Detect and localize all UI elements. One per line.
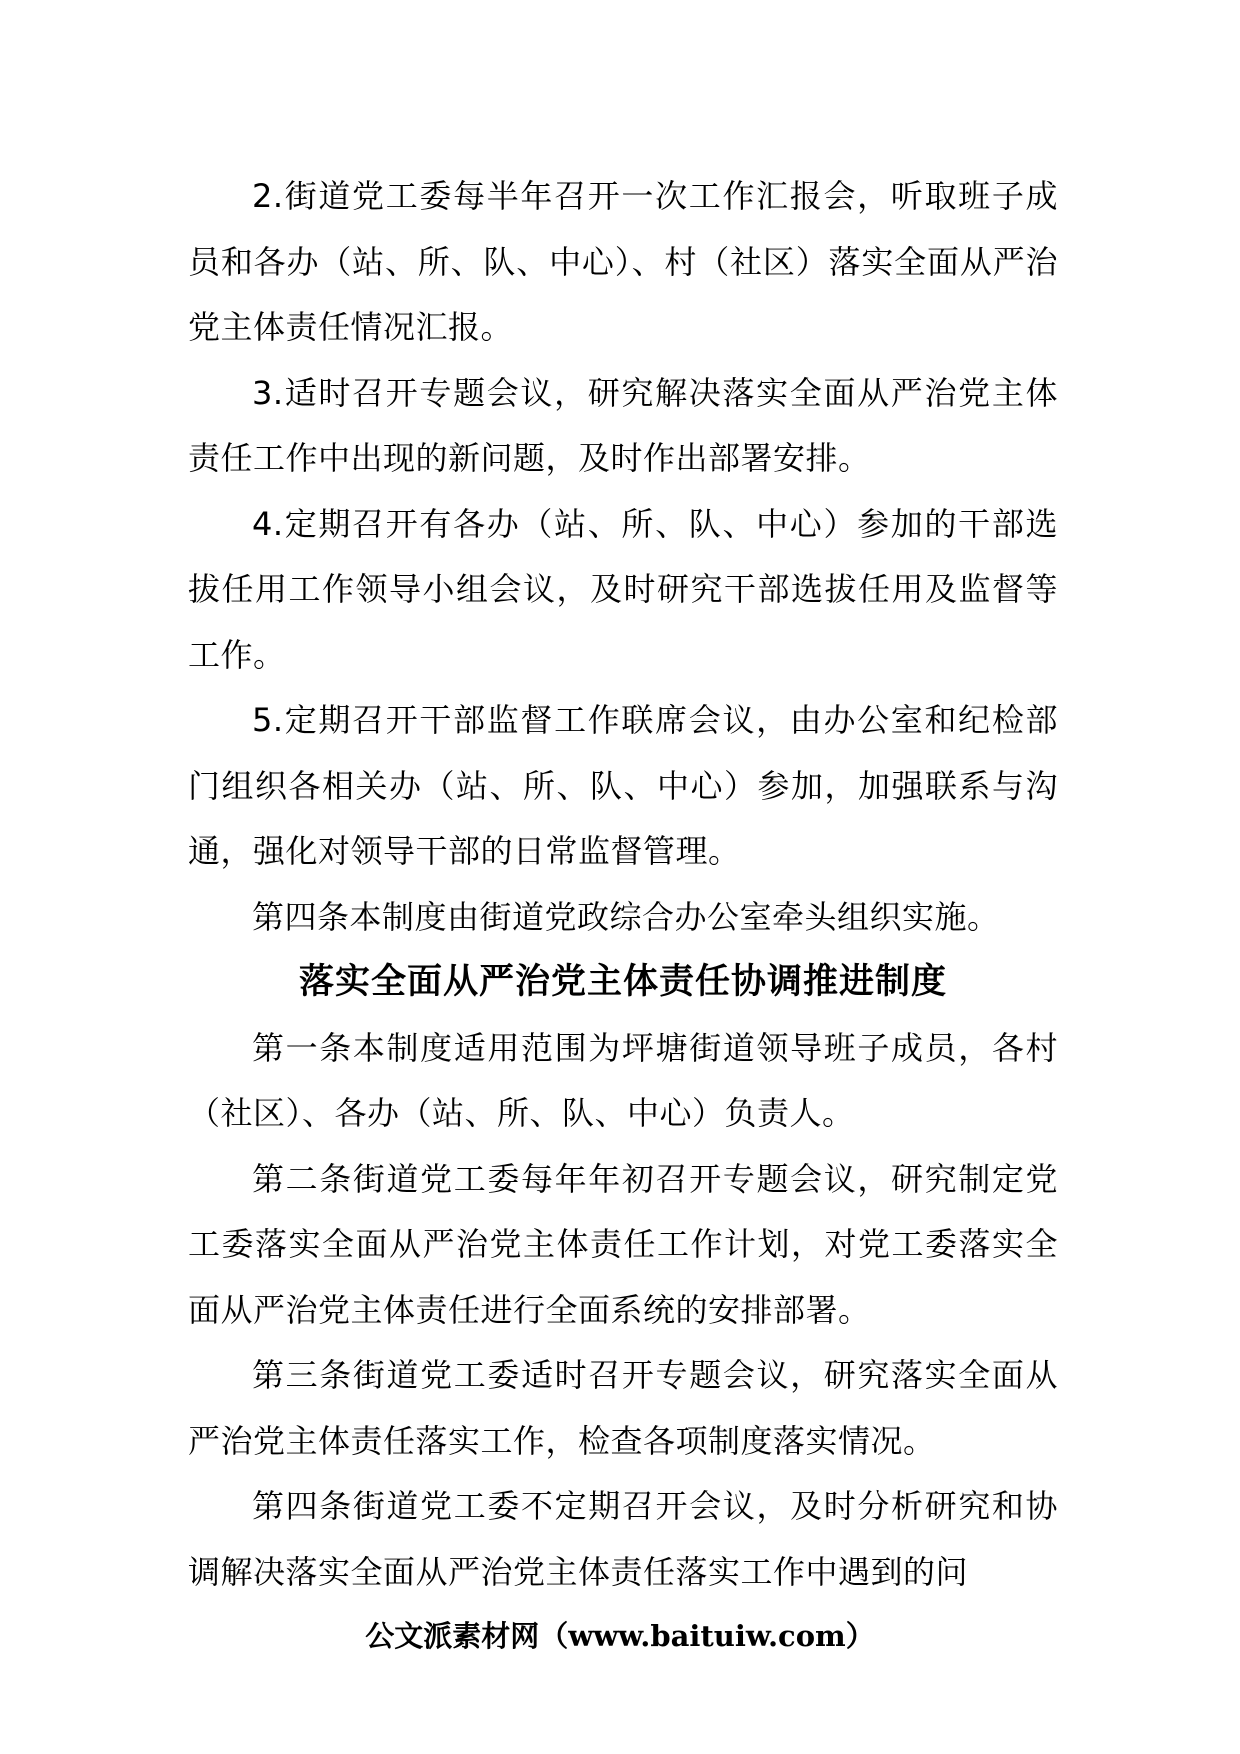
section-title: 落实全面从严治党主体责任协调推进制度 <box>298 962 947 1002</box>
paragraph-article-3: 第三条街道党工委适时召开专题会议，研究落实全面从严治党主体责任落实工作，检查各项制度落实情况。 <box>188 1356 1058 1460</box>
paragraph-article-1: 第一条本制度适用范围为坪塘街道领导班子成员，各村（社区）、各办（站、所、队、中心）负责人。 <box>188 1028 1058 1132</box>
paragraph-article-2: 第二条街道党工委每年年初召开专题会议，研究制定党工委落实全面从严治党主体责任工作计划，对党工委落实全面从严治党主体责任进行全面系统的安排部署。 <box>188 1159 1058 1329</box>
paragraph-item-2: 2.街道党工委每半年召开一次工作汇报会，听取班子成员和各办（站、所、队、中心）、村（社区）落实全面从严治党主体责任情况汇报。 <box>188 177 1058 346</box>
paragraph-article-4: 第四条本制度由街道党政综合办公室牵头组织实施。 <box>252 897 1000 936</box>
paragraph-item-5: 5.定期召开干部监督工作联席会议，由办公室和纪检部门组织各相关办（站、所、队、中心）参加，加强联系与沟通，强化对领导干部的日常监督管理。 <box>188 701 1058 870</box>
footer-watermark: 公文派素材网（www.baituiw.com） <box>365 1619 875 1653</box>
paragraph-item-3: 3.适时召开专题会议，研究解决落实全面从严治党主体责任工作中出现的新问题，及时作出部署安排。 <box>188 373 1058 477</box>
paragraph-article-4b: 第四条街道党工委不定期召开会议，及时分析研究和协调解决落实全面从严治党主体责任落实工作中遇到的问 <box>188 1487 1058 1591</box>
document-body <box>188 164 1058 1605</box>
paragraph-item-4: 4.定期召开有各办（站、所、队、中心）参加的干部选拔任用工作领导小组会议，及时研究干部选拔任用及监督等工作。 <box>188 504 1058 674</box>
